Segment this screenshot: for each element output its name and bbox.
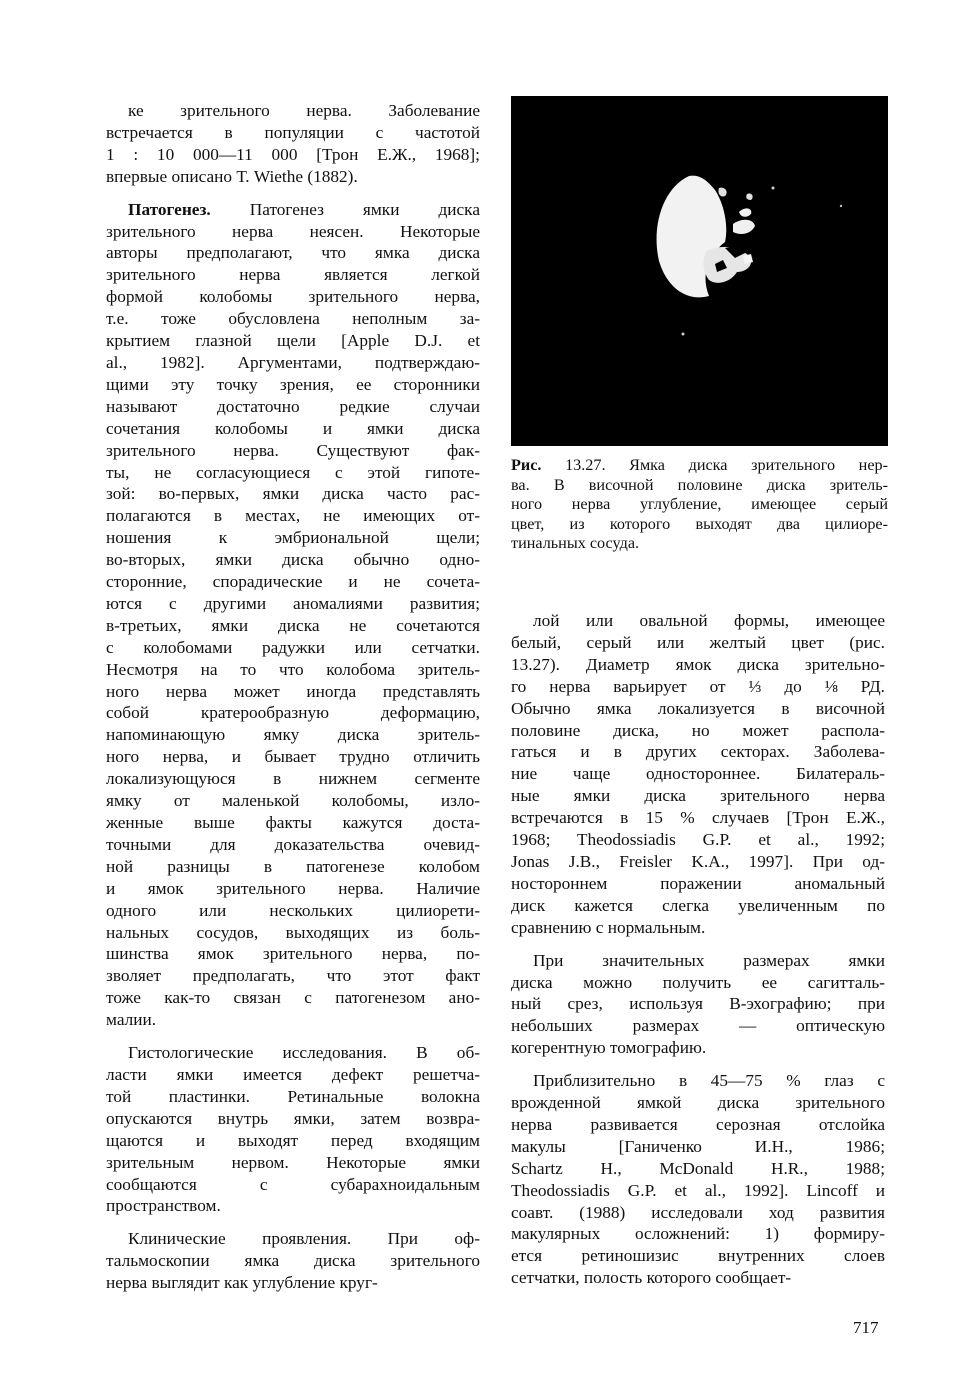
text-line: встречаются в 15 % случаев [Трон Е.Ж., <box>511 808 885 828</box>
text-line: При значительных размерах ямки <box>533 950 885 970</box>
text-line: точными для доказательства очевид- <box>106 834 480 854</box>
text-line: зрительного нерва неясен. Некоторые <box>106 221 480 241</box>
caption-text: 13.27. Ямка диска зрительного нер- <box>541 456 888 474</box>
text-line: зрительным нервом. Некоторые ямки <box>106 1152 480 1172</box>
paragraph <box>106 1042 480 1217</box>
caption-line: ва. В височной половине диска зритель- <box>511 475 888 494</box>
text-line: макулы [Ганиченко И.Н., 1986; <box>511 1136 885 1156</box>
text-line: ются с другими аномалиями развития; <box>106 593 480 613</box>
text-line: женные выше факты кажутся доста- <box>106 813 480 832</box>
text-line: в-третьих, ямки диска не сочетаются <box>106 615 480 635</box>
text-line: собой кратерообразную деформацию, <box>106 703 480 723</box>
text-line: Jonas J.B., Freisler K.A., 1997]. При од- <box>511 851 885 871</box>
text-line: одного или нескольких цилиорети- <box>106 900 480 920</box>
text-line: тальмоскопии ямка диска зрительного <box>106 1251 480 1271</box>
text-line: го нерва варьирует от ⅓ до ⅛ РД. <box>511 676 885 696</box>
text-line <box>106 199 480 221</box>
text-line: ется ретиношизис внутренних слоев <box>511 1246 885 1266</box>
text-line: нерва выглядит как углубление круг- <box>106 1273 378 1293</box>
text-line: той пластинки. Ретинальные волокна <box>106 1086 480 1106</box>
text-line: ласти ямки имеется дефект решетча- <box>106 1064 480 1084</box>
paragraph-gap <box>106 188 480 199</box>
text-line: диск кажется слегка увеличенным по <box>511 895 885 915</box>
paragraph <box>511 1070 885 1289</box>
text-line-rest: Патогенез ямки диска <box>210 199 480 219</box>
text-line: ке зрительного нерва. Заболевание <box>128 101 480 120</box>
text-line: и ямок зрительного нерва. Наличие <box>106 878 480 898</box>
text-line: лой или овальной формы, имеющее <box>533 611 885 630</box>
paragraph-gap <box>106 1217 480 1228</box>
text-line: малии. <box>106 1010 157 1030</box>
text-line: Schartz H., McDonald H.R., 1988; <box>511 1158 885 1178</box>
text-line: с колобомами радужки или сетчатки. <box>106 637 480 657</box>
text-line: Theodossiadis G.P. et al., 1992]. Lincoff и <box>511 1180 885 1200</box>
left-text-column <box>106 100 480 1294</box>
paragraph <box>511 950 885 1060</box>
text-line: ты, не согласующиеся с этой гипоте- <box>106 462 480 482</box>
text-line: 1 : 10 000—11 000 [Трон Е.Ж., 1968]; <box>106 144 480 164</box>
text-line: ностороннем поражении аномальный <box>511 873 885 893</box>
text-line: зрительного нерва. Существуют фак- <box>106 440 480 460</box>
text-line: т.е. тоже обусловлена неполным за- <box>106 309 480 329</box>
text-line: крытием глазной щели [Apple D.J. et <box>106 331 480 351</box>
text-line: белый, серый или желтый цвет (рис. <box>511 632 885 652</box>
text-line: половине диска, но может распола- <box>511 720 885 740</box>
text-line: ной разницы в патогенезе колобом <box>106 856 480 876</box>
text-line: авторы предполагают, что ямка диска <box>106 243 480 263</box>
paragraph-gap <box>106 1031 480 1042</box>
text-line: сочетания колобомы и ямки диска <box>106 418 480 438</box>
figure-fundus-photo <box>511 96 888 446</box>
text-line: Несмотря на то что колобома зритель- <box>106 659 480 679</box>
paragraph <box>106 199 480 1031</box>
text-line: ние чаще одностороннее. Билатераль- <box>511 764 885 784</box>
page-number: 717 <box>853 1318 879 1337</box>
text-line: ные ямки диска зрительного нерва <box>511 786 885 806</box>
text-line: al., 1982]. Аргументами, подтверждаю- <box>106 352 480 372</box>
paragraph <box>106 1228 480 1294</box>
text-line: Обычно ямка локализуется в височной <box>511 698 885 718</box>
text-line: 13.27). Диаметр ямок диска зрительно- <box>511 654 885 674</box>
text-line: Клинические проявления. При оф- <box>128 1229 480 1249</box>
text-line: соавт. (1988) исследовали ход развития <box>511 1202 885 1222</box>
text-line: полагаются в местах, не имеющих от- <box>106 506 480 526</box>
paragraph-gap <box>511 1059 885 1070</box>
caption-line: цвет, из которого выходят два цилиоре- <box>511 514 888 533</box>
text-line: щими эту точку зрения, ее сторонники <box>106 374 480 394</box>
text-line: ного нерва, и бывает трудно отличить <box>106 747 480 767</box>
text-line: сравнению с нормальным. <box>511 917 706 937</box>
text-line: ного нерва может иногда представлять <box>106 681 480 701</box>
text-line: небольших размерах — оптическую <box>511 1016 885 1036</box>
paragraph <box>511 610 885 939</box>
paragraph-gap <box>511 939 885 950</box>
text-line: Гистологические исследования. В об- <box>128 1043 480 1063</box>
text-line: напоминающую ямку диска зритель- <box>106 725 480 745</box>
text-line: встречается в популяции с частотой <box>106 122 480 142</box>
text-line: зволяет предполагать, что этот факт <box>106 966 480 986</box>
text-line: диска можно получить ее сагитталь- <box>511 972 885 992</box>
text-line: когерентную томографию. <box>511 1038 707 1058</box>
text-line: нерва развивается серозная отслойка <box>511 1114 885 1134</box>
caption-line <box>511 456 888 476</box>
caption-lead: Рис. <box>511 456 542 474</box>
figure-caption <box>511 456 888 554</box>
text-line: ношения к эмбриональной щели; <box>106 528 480 548</box>
text-line: 1968; Theodossiadis G.P. et al., 1992; <box>511 830 885 850</box>
text-line: ный срез, используя В-эхографию; при <box>511 994 885 1014</box>
text-line: сторонние, спорадические и не сочета- <box>106 572 480 592</box>
text-line: ямку от маленькой колобомы, изло- <box>106 791 480 811</box>
text-line: Приблизительно в 45—75 % глаз с <box>533 1071 885 1091</box>
paragraph <box>106 100 480 188</box>
text-line: впервые описано Т. Wiethe (1882). <box>106 166 358 186</box>
text-line: шинства ямок зрительного нерва, по- <box>106 944 480 964</box>
text-line: врожденной ямкой диска зрительного <box>511 1093 885 1113</box>
text-line: пространством. <box>106 1196 221 1216</box>
text-line: опускаются внутрь ямки, затем возвра- <box>106 1108 480 1128</box>
text-line: формой колобомы зрительного нерва, <box>106 287 480 307</box>
caption-line: ного нерва углубление, имеющее серый <box>511 495 888 514</box>
text-line: нальных сосудов, выходящих из боль- <box>106 922 480 942</box>
optic-disc-pit-image <box>511 96 888 446</box>
text-line: сетчатки, полость которого сообщает- <box>511 1268 792 1288</box>
text-line: тоже как-то связан с патогенезом ано- <box>106 988 480 1008</box>
text-line: щаются и выходят перед входящим <box>106 1130 480 1150</box>
text-line: зой: во-первых, ямки диска часто рас- <box>106 484 480 504</box>
text-line: называют достаточно редкие случаи <box>106 396 480 416</box>
text-line: во-вторых, ямки диска обычно одно- <box>106 550 480 570</box>
text-line: зрительного нерва является легкой <box>106 265 480 285</box>
right-text-column <box>511 610 885 1289</box>
text-line: макулярных осложнений: 1) формиру- <box>511 1224 885 1244</box>
section-lead: Патогенез. <box>128 199 211 219</box>
text-line: сообщаются с субарахноидальным <box>106 1174 480 1194</box>
text-line: гаться и в других секторах. Заболева- <box>511 742 885 762</box>
caption-line: тинальных сосуда. <box>511 534 640 553</box>
text-line: локализующуюся в нижнем сегменте <box>106 769 480 789</box>
